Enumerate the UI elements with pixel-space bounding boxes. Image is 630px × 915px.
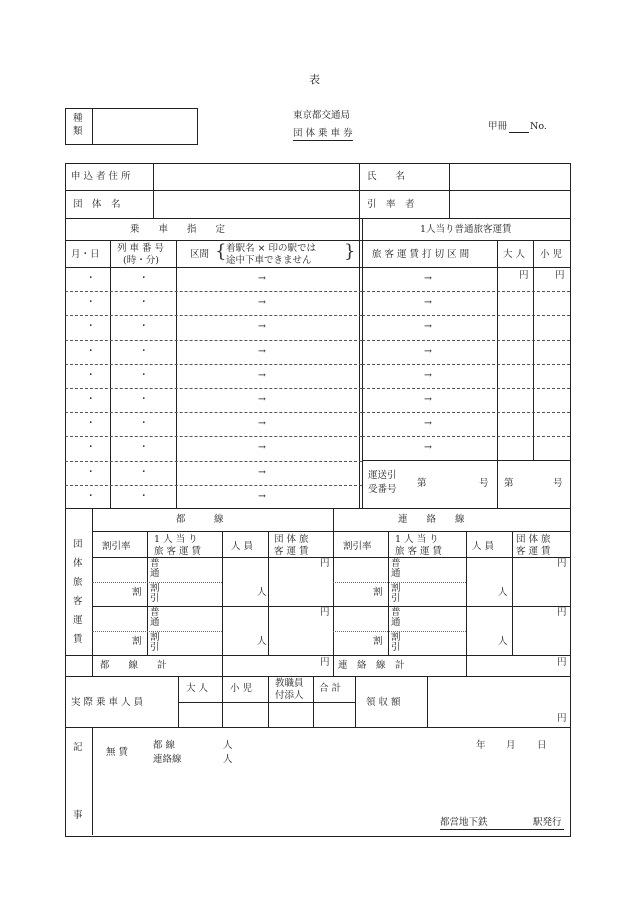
riders-adult: 大 人 [186,683,209,694]
col-train-number: 列 車 番 号 [117,243,165,254]
row-divider [362,291,570,292]
col-train-time: (時・分) [123,255,159,266]
row-date-dot: ・ [86,442,96,454]
row-section-arrow: → [258,369,266,381]
fare-side-char: 運 [73,615,83,626]
issuer-station-prefix: 都営地下鉄 [440,817,488,828]
row-section-arrow: → [258,345,266,357]
metro-col-per-person-1: 1 人 当 り [154,534,198,545]
metro-normal-2: 通 [150,568,160,579]
row-date-dot: ・ [86,369,96,381]
row-train-dot: ・ [139,369,149,381]
row-date-dot: ・ [86,490,96,502]
row-date-dot: ・ [86,418,96,430]
row-child-yen: 円 [555,270,565,281]
form-heading: 表 [309,73,320,86]
metro-disc-1: 割 [150,583,160,594]
connect-disc-2: 引 [391,642,401,653]
metro-disc-2: 引 [150,642,160,653]
connect-normal-2: 通 [391,568,401,579]
connect-total-yen: 円 [557,657,567,668]
row-date-dot: ・ [86,466,96,478]
row-date-dot: ・ [86,273,96,284]
name-input[interactable] [453,167,565,187]
transport-go: 号 [479,478,489,489]
issuer-station-suffix: 駅発行 [533,817,562,828]
row-fare-arrow: → [424,297,432,309]
fare-side-char: 団 [73,539,83,550]
metro-disc-1: 割 [150,632,160,643]
col-section: 区間 [190,249,210,260]
metro-col-discount-rate: 割引率 [102,541,131,552]
metro-total-label: 都 線 計 [100,660,167,671]
notes-ki: 記 [73,742,83,753]
metro-col-group-fare-1: 団 体 旅 [274,534,309,545]
transport-go-2: 号 [553,478,563,489]
metro-yen: 円 [320,607,330,618]
connect-col-per-person-2: 旅 客 運 賃 [395,546,443,557]
date-day: 日 [537,740,547,751]
kind-label-1: 種 [73,113,83,124]
leader-input[interactable] [453,195,565,215]
notes-ji: 事 [73,810,83,821]
metro-normal-1: 普 [150,607,160,618]
kind-label-2: 類 [73,126,83,137]
connect-normal-2: 通 [391,617,401,628]
fare-side-char: 賃 [73,634,83,645]
row-train-dot: ・ [139,418,149,430]
row-divider [362,315,570,316]
boarding-section-title: 乗 車 指 定 [130,224,226,235]
book-number-suffix: No. [530,121,547,132]
row-date-dot: ・ [86,321,96,333]
row-divider [65,461,362,462]
row-train-dot: ・ [139,321,149,333]
row-divider [65,412,362,413]
metro-line-title: 都 線 [176,514,224,525]
kind-input[interactable] [112,116,192,134]
row-fare-arrow: → [424,369,432,381]
row-divider [362,340,570,341]
riders-child: 小 児 [230,683,253,694]
receipt-yen: 円 [557,713,567,724]
row-train-dot: ・ [139,345,149,357]
metro-normal-2: 通 [150,617,160,628]
fare-side-char: 客 [73,596,83,607]
left-brace-icon: { [215,241,227,262]
ticket-title: 団 体 乗 車 券 [293,128,353,139]
fare-section-title: 1人当り普通旅客運賃 [420,224,512,235]
row-train-dot: ・ [139,442,149,454]
row-adult-yen: 円 [519,270,529,281]
row-section-arrow: → [258,394,266,405]
row-section-arrow: → [258,442,266,454]
connect-total-label: 連 絡 線 計 [338,660,405,671]
metro-disc-2: 引 [150,593,160,604]
row-fare-arrow: → [424,345,432,357]
free-connect-line: 連絡線 [153,754,182,765]
connect-col-discount-rate: 割引率 [343,541,372,552]
connect-disc-1: 割 [391,632,401,643]
row-fare-arrow: → [424,442,432,454]
transport-dai-2: 第 [504,478,514,489]
address-input[interactable] [157,167,355,187]
right-brace-icon: } [344,241,356,262]
row-divider [65,364,362,365]
connect-col-group-fare-2: 客 運 賃 [516,546,551,557]
transport-dai: 第 [417,478,427,489]
row-train-dot: ・ [139,466,149,478]
row-train-dot: ・ [139,273,149,284]
connect-yen: 円 [557,558,567,569]
row-train-dot: ・ [139,297,149,309]
row-section-arrow: → [258,466,266,478]
row-section-arrow: → [258,418,266,430]
riders-staff-2: 付添人 [275,690,304,701]
row-divider [65,291,362,292]
connect-col-per-person-1: 1 人 当 り [395,534,439,545]
metro-wari: 割 [132,587,142,598]
row-train-dot: ・ [139,394,149,405]
row-divider [65,485,362,486]
connect-wari: 割 [373,587,383,598]
riders-staff-1: 教職員 [275,678,304,689]
row-section-arrow: → [258,297,266,309]
connect-disc-1: 割 [391,583,401,594]
free-label: 無 賃 [106,747,129,758]
receipt-label: 領 収 額 [366,697,401,708]
book-number-prefix: 甲冊 [488,121,508,132]
group-name-input[interactable] [157,195,355,215]
riders-total: 合 計 [319,683,342,694]
row-divider [362,388,570,389]
col-note-1: 着駅名 × 印の駅では [226,243,316,254]
free-metro-nin: 人 [223,740,233,751]
metro-total-yen: 円 [320,657,330,668]
row-fare-arrow: → [424,273,432,284]
metro-nin: 人 [257,636,267,647]
date-month: 月 [506,740,516,751]
applicant-address-label: 申込者住所 [71,171,134,182]
connect-line-title: 連 絡 線 [398,514,465,525]
col-fare-section: 旅 客 運 賃 打 切 区 間 [372,249,470,260]
connect-nin: 人 [498,587,508,598]
row-fare-arrow: → [424,394,432,405]
leader-label: 引 率 者 [367,199,415,210]
row-section-arrow: → [258,490,266,502]
metro-col-group-fare-2: 客 運 賃 [274,546,309,557]
connect-col-group-fare-1: 団 体 旅 [516,534,551,545]
col-adult: 大 人 [503,249,526,260]
metro-normal-1: 普 [150,558,160,569]
metro-col-per-person-2: 旅 客 運 賃 [154,546,202,557]
applicant-name-label: 氏 名 [367,171,406,182]
riders-label: 実 際 乗 車 人 員 [71,697,144,708]
row-date-dot: ・ [86,394,96,405]
transport-label-1: 運送引 [368,470,397,481]
free-connect-nin: 人 [223,754,233,765]
metro-wari: 割 [132,636,142,647]
fare-side-char: 体 [73,558,83,569]
connect-wari: 割 [373,636,383,647]
connect-yen: 円 [557,607,567,618]
row-section-arrow: → [258,321,266,333]
metro-nin: 人 [257,587,267,598]
connect-disc-2: 引 [391,593,401,604]
free-metro-line: 都 線 [153,740,176,751]
connect-normal-1: 普 [391,558,401,569]
row-divider [65,340,362,341]
row-divider [362,412,570,413]
row-date-dot: ・ [86,345,96,357]
col-note-2: 途中下車できません [226,255,312,266]
connect-col-people: 人 員 [472,541,495,552]
date-year: 年 [476,740,486,751]
row-fare-arrow: → [424,418,432,430]
connect-nin: 人 [498,636,508,647]
row-date-dot: ・ [86,297,96,309]
col-child: 小 児 [540,249,563,260]
row-section-arrow: → [258,273,266,284]
row-divider [65,436,362,437]
group-name-label: 団 体 名 [73,199,121,210]
row-train-dot: ・ [139,490,149,502]
connect-normal-1: 普 [391,607,401,618]
fare-side-char: 旅 [73,577,83,588]
row-divider [65,388,362,389]
row-divider [362,364,570,365]
row-fare-arrow: → [424,321,432,333]
transport-label-2: 受番号 [368,484,397,495]
issuer-name: 東京都交通局 [293,110,351,121]
col-date: 月・日 [71,249,100,260]
row-divider [362,436,570,437]
row-divider [65,315,362,316]
metro-col-people: 人 員 [231,541,254,552]
metro-yen: 円 [320,558,330,569]
